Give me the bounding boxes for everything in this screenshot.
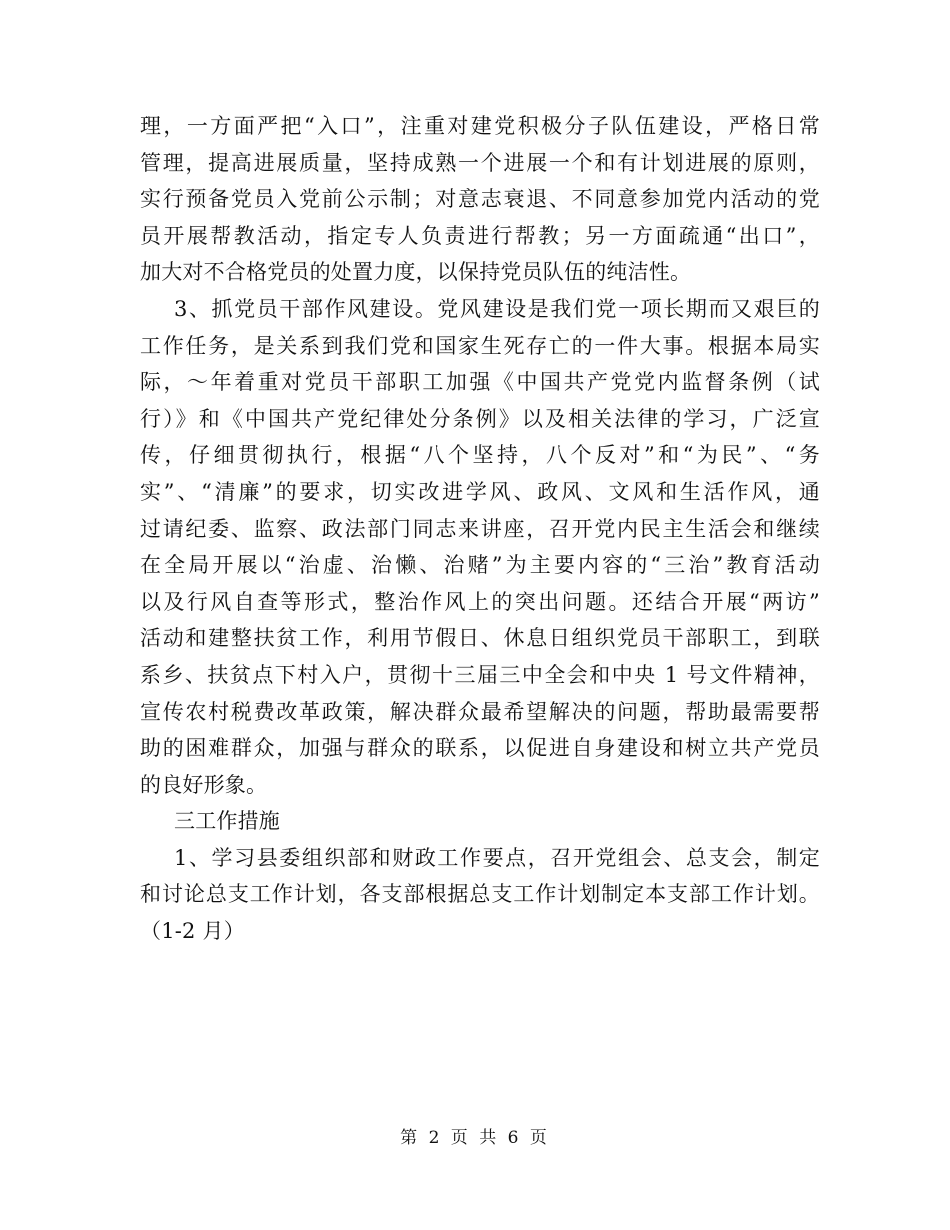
text-line: 过请纪委、监察、政法部门同志来讲座，召开党内民主生活会和继续 <box>140 516 820 541</box>
text-line: 的良好形象。 <box>140 772 268 797</box>
text-line: 实行预备党员入党前公示制；对意志衰退、不同意参加党内活动的党 <box>140 187 820 212</box>
text-line: 助的困难群众，加强与群众的联系，以促进自身建设和树立共产党员 <box>140 736 820 761</box>
text-line: 和讨论总支工作计划，各支部根据总支工作计划制定本支部工作计划。 <box>140 882 820 907</box>
text-line: 以及行风自查等形式，整治作风上的突出问题。还结合开展“两访” <box>140 589 820 614</box>
text-line: 加大对不合格党员的处置力度，以保持党员队伍的纯洁性。 <box>140 260 692 285</box>
text-line: 系乡、扶贫点下村入户，贯彻十三届三中全会和中央 1 号文件精神， <box>140 662 820 687</box>
text-line: 活动和建整扶贫工作，利用节假日、休息日组织党员干部职工，到联 <box>140 626 820 651</box>
text-line: 管理，提高进展质量，坚持成熟一个进展一个和有计划进展的原则， <box>140 150 820 175</box>
text-line: 行）》和《中国共产党纪律处分条例》以及相关法律的学习，广泛宣 <box>140 406 820 431</box>
text-line: 理，一方面严把“入口”，注重对建党积极分子队伍建设，严格日常 <box>140 114 820 138</box>
paragraph-start-line: 1、学习县委组织部和财政工作要点，召开党组会、总支会，制定 <box>174 845 820 870</box>
text-line: 实”、“清廉”的要求，切实改进学风、政风、文风和生活作风，通 <box>140 479 820 504</box>
page-number-footer: 第 2 页 共 6 页 <box>400 1128 550 1148</box>
text-line: 传，仔细贯彻执行，根据“八个坚持，八个反对”和“为民”、“务 <box>140 443 820 468</box>
text-line: 在全局开展以“治虚、治懒、治赌”为主要内容的“三治”教育活动 <box>140 553 820 578</box>
document-body <box>140 108 820 950</box>
paragraph-start-line: 3、抓党员干部作风建设。党风建设是我们党一项长期而又艰巨的 <box>174 296 820 321</box>
section-heading: 三工作措施 <box>174 809 280 834</box>
text-line: 际，～年着重对党员干部职工加强《中国共产党党内监督条例（试 <box>140 370 820 395</box>
text-line: （1-2 月） <box>140 919 245 944</box>
text-line: 工作任务，是关系到我们党和国家生死存亡的一件大事。根据本局实 <box>140 333 820 358</box>
text-line: 员开展帮教活动，指定专人负责进行帮教；另一方面疏通“出口”， <box>140 223 820 248</box>
text-line: 宣传农村税费改革政策，解决群众最希望解决的问题，帮助最需要帮 <box>140 699 820 724</box>
